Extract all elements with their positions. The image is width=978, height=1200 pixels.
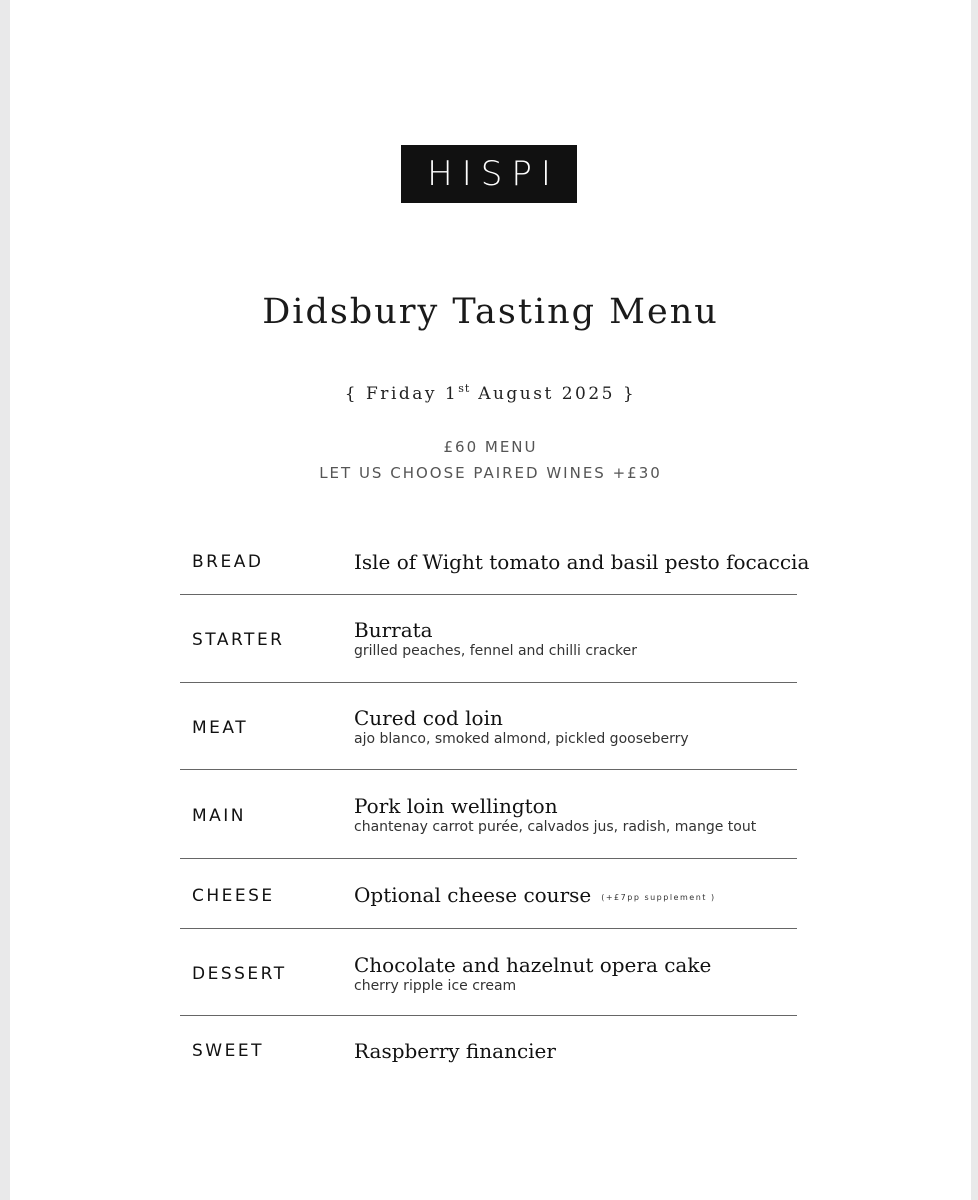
course-label: MAIN [192,806,247,826]
dish [354,794,756,836]
dish-description: grilled peaches, fennel and chilli cracker [354,643,638,659]
divider [180,928,797,929]
divider [180,769,797,770]
menu-price: £60 MENU [443,438,538,456]
course-label: SWEET [192,1041,264,1061]
divider [180,682,797,683]
dish-name: Isle of Wight tomato and basil pesto focaccia [354,550,810,574]
dish-description: ajo blanco, smoked almond, pickled gooseberry [354,731,689,747]
logo-text: HISPI [427,154,560,194]
course-label: MEAT [192,718,249,738]
dish [354,1039,556,1063]
dish-name: Chocolate and hazelnut opera cake [354,953,712,977]
dish [354,883,716,907]
dish [354,706,689,748]
dish-name: Pork loin wellington [354,794,558,818]
course-label: STARTER [192,630,285,650]
menu-date [10,382,971,404]
dish [354,618,637,660]
dish-name: Optional cheese course [354,883,592,907]
hispi-logo [401,145,577,203]
supplement-note: (+£7pp supplement ) [601,893,716,902]
dish-name: Cured cod loin [354,706,503,730]
course-label: BREAD [192,552,264,572]
dish-name: Raspberry financier [354,1039,556,1063]
dish-description: chantenay carrot purée, calvados jus, radish, mange tout [354,819,757,835]
dish-description: cherry ripple ice cream [354,978,517,994]
course-label: DESSERT [192,964,287,984]
dish-name: Burrata [354,618,433,642]
dish [354,953,711,995]
date-open: { Friday 1 [344,384,459,404]
dish [354,550,809,574]
date-ordinal: st [458,382,471,395]
course-label: CHEESE [192,886,275,906]
divider [180,1015,797,1016]
divider [180,594,797,595]
divider [180,858,797,859]
menu-title: Didsbury Tasting Menu [262,292,719,332]
paired-wines-note: LET US CHOOSE PAIRED WINES +£30 [319,464,662,482]
date-close: August 2025 } [470,384,637,404]
menu-page [10,0,971,1200]
